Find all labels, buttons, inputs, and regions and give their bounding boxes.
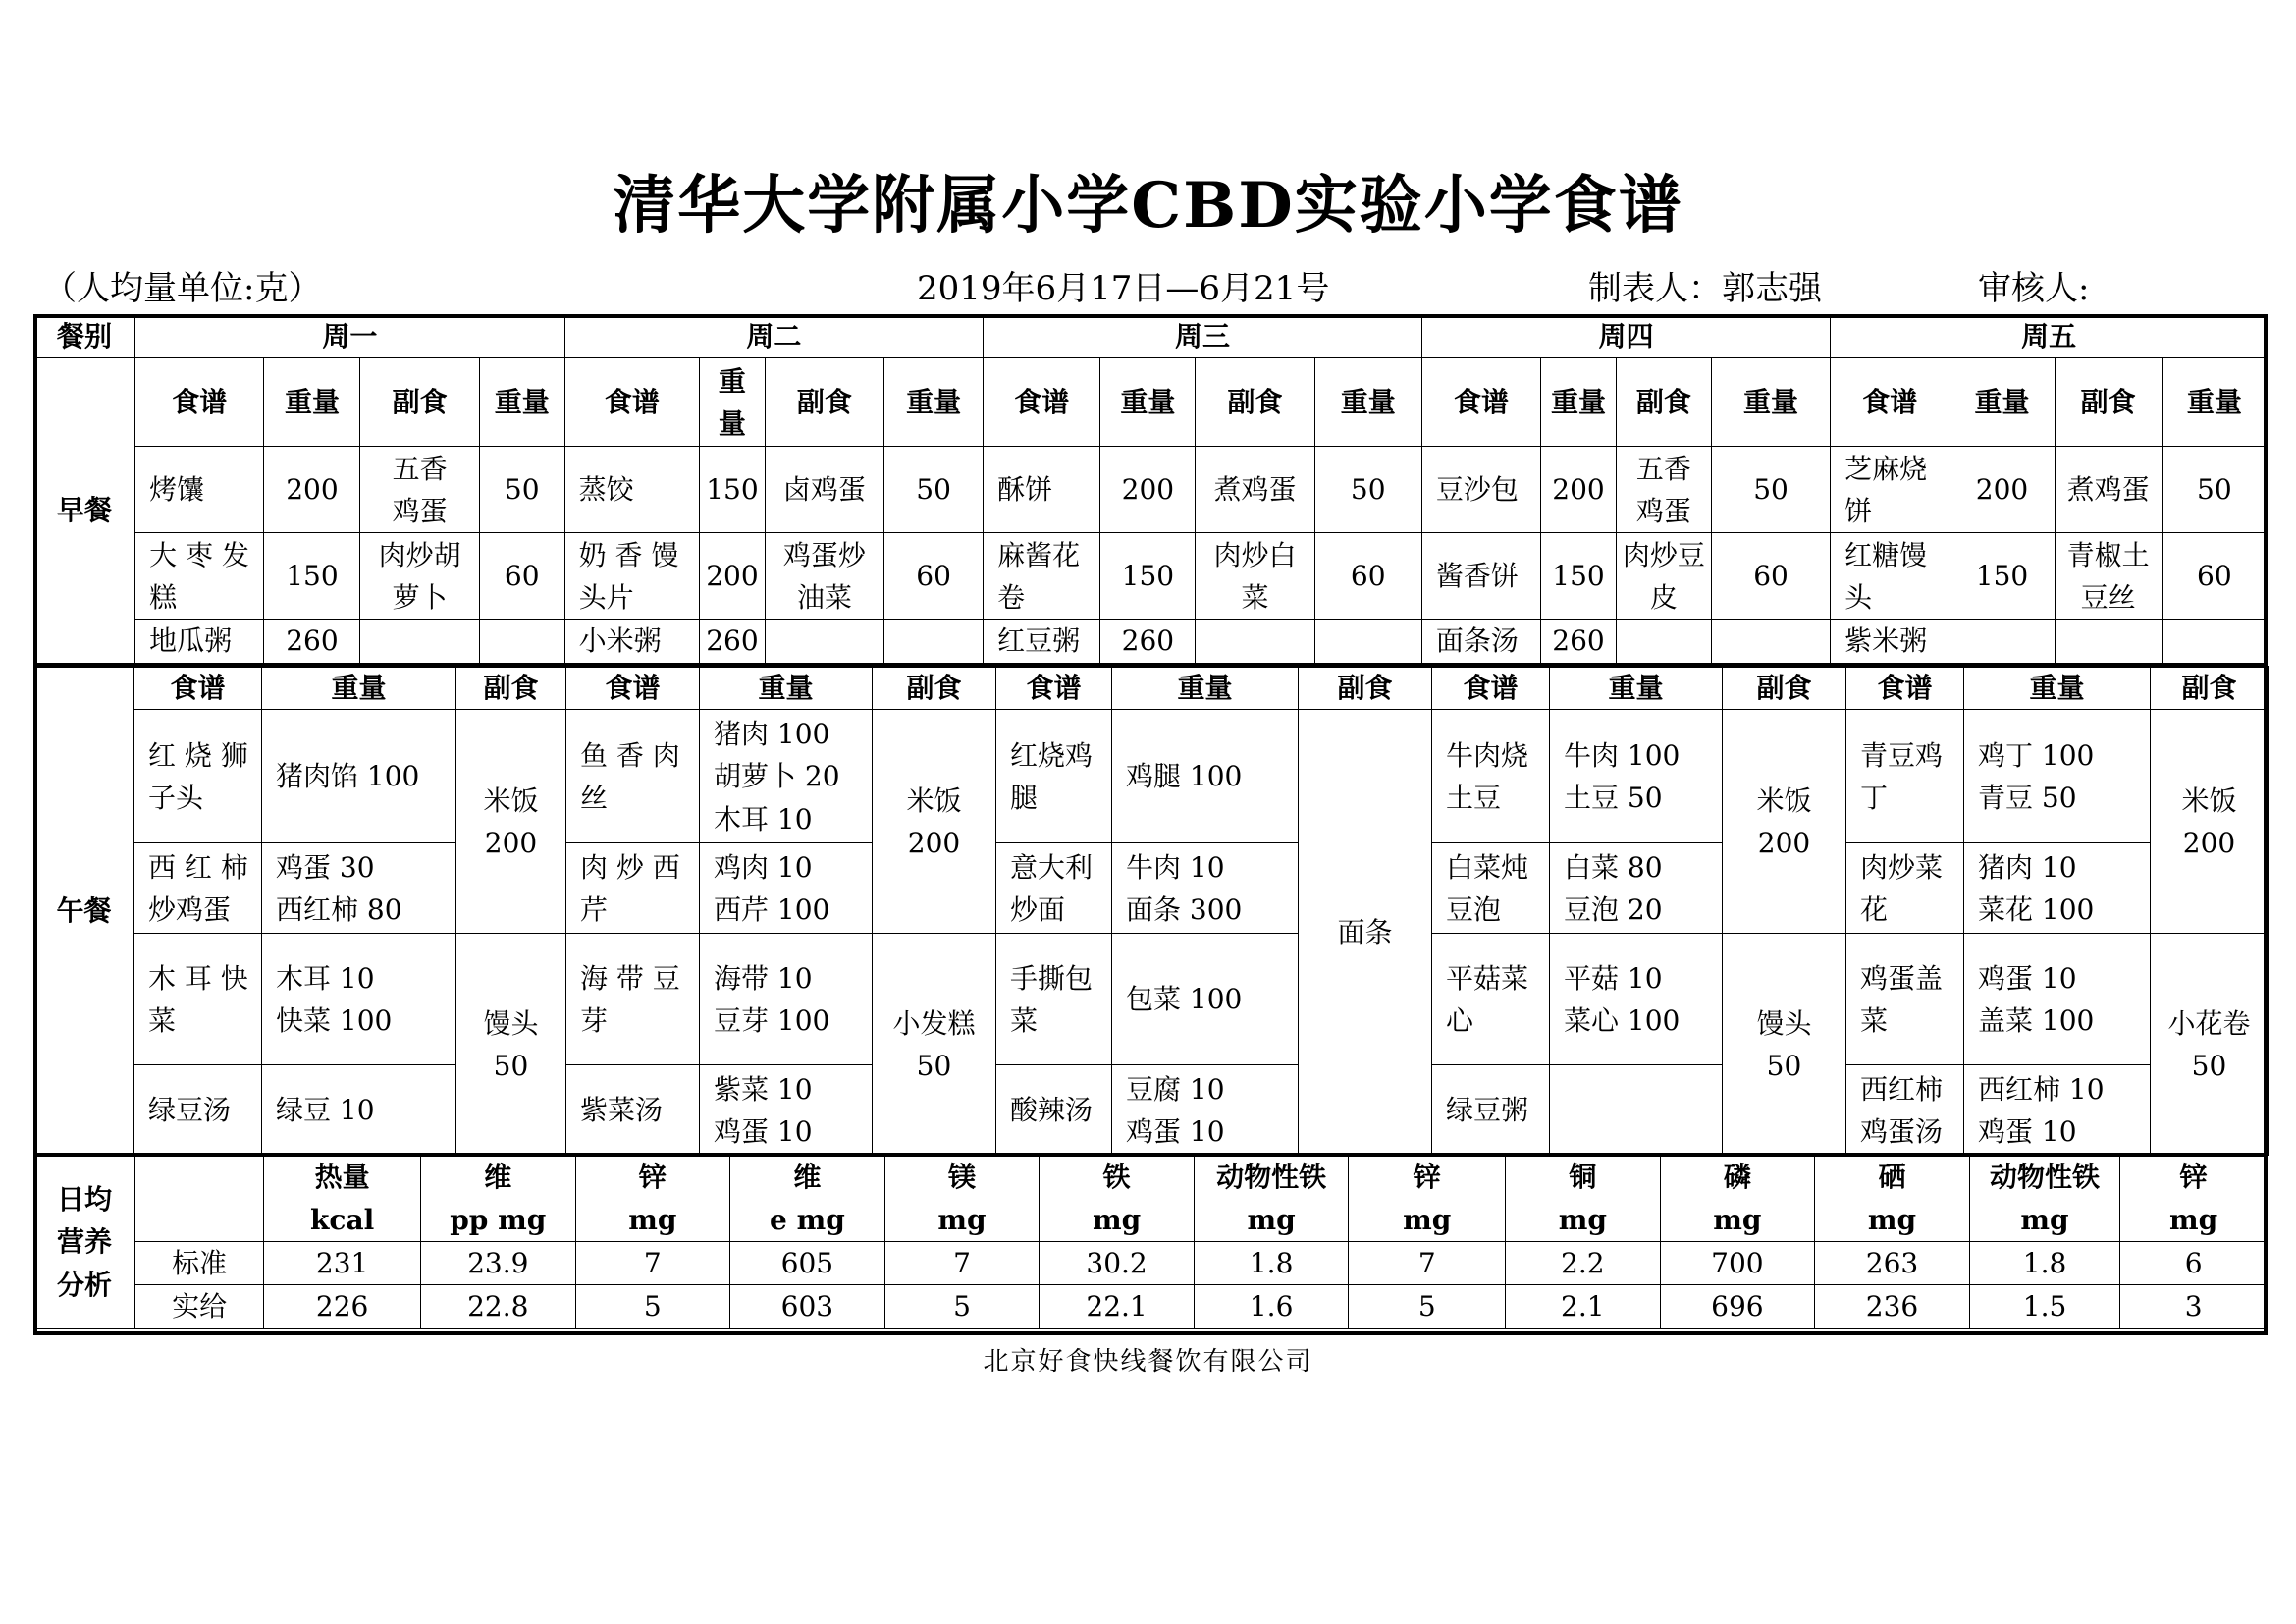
- lunch-ingredients: 白菜 80 豆泡 20: [1550, 843, 1723, 934]
- nutrient-value: 2.2: [1506, 1242, 1661, 1285]
- breakfast-col-header: 副食: [1196, 358, 1314, 447]
- nutrition-corner: [135, 1156, 264, 1242]
- nutrient-value: 3: [2120, 1285, 2268, 1328]
- lunch-staple: 小发糕 50: [873, 934, 996, 1156]
- nutrition-row-label: 标准: [135, 1242, 264, 1285]
- nutrient-value: 2.1: [1506, 1285, 1661, 1328]
- day-header-1: 周一: [135, 315, 565, 358]
- nutrient-header: 维 e mg: [730, 1156, 885, 1242]
- breakfast-side: 五香 鸡蛋: [360, 447, 479, 533]
- nutrient-header: 热量 kcal: [264, 1156, 421, 1242]
- nutrient-header: 锌 mg: [1349, 1156, 1506, 1242]
- lunch-ingredients: 木耳 10 快菜 100: [262, 934, 456, 1065]
- breakfast-side: 青椒土 豆丝: [2055, 533, 2162, 620]
- lunch-dish: 白菜炖 豆泡: [1432, 843, 1550, 934]
- lunch-col-header: 重量: [700, 667, 873, 710]
- breakfast-dish: 芝麻烧 饼: [1831, 447, 1949, 533]
- breakfast-side-weight: 50: [884, 447, 984, 533]
- nutrient-value: 603: [730, 1285, 885, 1328]
- breakfast-side: 煮鸡蛋: [1196, 447, 1314, 533]
- breakfast-col-header: 副食: [360, 358, 479, 447]
- nutrient-value: 605: [730, 1242, 885, 1285]
- nutrient-header: 镁 mg: [884, 1156, 1040, 1242]
- lunch-ingredients: 牛肉 100 土豆 50: [1550, 710, 1723, 843]
- lunch-dish: 酸辣汤: [996, 1065, 1112, 1156]
- lunch-dish: 西 红 柿 炒鸡蛋: [134, 843, 262, 934]
- nutrient-value: 1.5: [1969, 1285, 2120, 1328]
- lunch-dish: 牛肉烧 土豆: [1432, 710, 1550, 843]
- lunch-ingredients: 猪肉 100 胡萝卜 20 木耳 10: [700, 710, 873, 843]
- breakfast-dish: 红糖馒 头: [1831, 533, 1949, 620]
- breakfast-side-weight: 50: [479, 447, 564, 533]
- breakfast-side-weight: [1711, 620, 1830, 663]
- nutrient-value: 231: [264, 1242, 421, 1285]
- breakfast-weight: 260: [1541, 620, 1617, 663]
- breakfast-weight: 200: [1541, 447, 1617, 533]
- nutrition-row-label: 实给: [135, 1285, 264, 1328]
- breakfast-side-weight: [2162, 620, 2267, 663]
- lunch-staple: 面条: [1299, 710, 1432, 1156]
- nutrient-value: 226: [264, 1285, 421, 1328]
- breakfast-label: 早餐: [34, 358, 135, 663]
- lunch-staple: 小花卷 50: [2151, 934, 2269, 1156]
- lunch-dish: 平菇菜 心: [1432, 934, 1550, 1065]
- nutrient-header: 铁 mg: [1040, 1156, 1195, 1242]
- page-title: 清华大学附属小学CBD实验小学食谱: [613, 169, 1683, 243]
- lunch-ingredients: 鸡腿 100: [1112, 710, 1299, 843]
- lunch-dish: 紫菜汤: [566, 1065, 700, 1156]
- nutrient-header: 磷 mg: [1660, 1156, 1815, 1242]
- breakfast-dish: 大 枣 发 糕: [135, 533, 264, 620]
- breakfast-weight: 200: [700, 533, 766, 620]
- breakfast-weight: 200: [1949, 447, 2055, 533]
- lunch-ingredients: 平菇 10 菜心 100: [1550, 934, 1723, 1065]
- breakfast-side: [765, 620, 883, 663]
- lunch-ingredients: 鸡肉 10 西芹 100: [700, 843, 873, 934]
- breakfast-col-header: 重量: [479, 358, 564, 447]
- breakfast-col-header: 副食: [1616, 358, 1711, 447]
- breakfast-col-header: 食谱: [564, 358, 699, 447]
- breakfast-side: [1196, 620, 1314, 663]
- lunch-staple: 米饭 200: [873, 710, 996, 934]
- breakfast-dish: 麻酱花 卷: [984, 533, 1100, 620]
- lunch-dish: 海 带 豆 芽: [566, 934, 700, 1065]
- lunch-ingredients: 鸡蛋 30 西红柿 80: [262, 843, 456, 934]
- nutrient-value: 696: [1660, 1285, 1815, 1328]
- lunch-ingredients: 海带 10 豆芽 100: [700, 934, 873, 1065]
- nutrition-table: [33, 1155, 2268, 1329]
- breakfast-weight: 150: [700, 447, 766, 533]
- nutrient-value: 236: [1815, 1285, 1970, 1328]
- lunch-col-header: 副食: [2151, 667, 2269, 710]
- breakfast-table: [33, 314, 2268, 664]
- unit-note: （人均量单位:克）: [43, 269, 322, 308]
- nutrient-value: 22.8: [420, 1285, 575, 1328]
- breakfast-weight: 260: [700, 620, 766, 663]
- breakfast-side: 五香 鸡蛋: [1616, 447, 1711, 533]
- nutrition-label: 日均 营养 分析: [34, 1156, 135, 1329]
- breakfast-side: 肉炒白 菜: [1196, 533, 1314, 620]
- nutrient-header: 维 pp mg: [420, 1156, 575, 1242]
- nutrient-header: 锌 mg: [575, 1156, 730, 1242]
- nutrient-header: 铜 mg: [1506, 1156, 1661, 1242]
- lunch-col-header: 食谱: [996, 667, 1112, 710]
- breakfast-col-header: 食谱: [984, 358, 1100, 447]
- lunch-col-header: 食谱: [1432, 667, 1550, 710]
- lunch-dish: 鱼 香 肉 丝: [566, 710, 700, 843]
- divider: [33, 1153, 2268, 1157]
- breakfast-weight: 150: [1949, 533, 2055, 620]
- breakfast-side: 肉炒豆 皮: [1616, 533, 1711, 620]
- nutrient-value: 1.8: [1969, 1242, 2120, 1285]
- lunch-ingredients: 牛肉 10 面条 300: [1112, 843, 1299, 934]
- breakfast-side: 煮鸡蛋: [2055, 447, 2162, 533]
- breakfast-side: [1616, 620, 1711, 663]
- breakfast-col-header: 重量: [1541, 358, 1617, 447]
- lunch-staple: 米饭 200: [1723, 710, 1846, 934]
- lunch-dish: 肉炒菜 花: [1846, 843, 1964, 934]
- nutrient-value: 263: [1815, 1242, 1970, 1285]
- breakfast-side-weight: 60: [2162, 533, 2267, 620]
- breakfast-dish: 面条汤: [1421, 620, 1540, 663]
- breakfast-dish: 酱香饼: [1421, 533, 1540, 620]
- breakfast-side-weight: [1314, 620, 1421, 663]
- breakfast-weight: 200: [264, 447, 360, 533]
- breakfast-side-weight: 60: [1711, 533, 1830, 620]
- lunch-dish: 红烧鸡 腿: [996, 710, 1112, 843]
- breakfast-weight: 150: [264, 533, 360, 620]
- nutrient-value: 23.9: [420, 1242, 575, 1285]
- breakfast-col-header: 食谱: [1421, 358, 1540, 447]
- lunch-ingredients: [1550, 1065, 1723, 1156]
- auditor: 审核人:: [1978, 269, 2090, 308]
- lunch-col-header: 食谱: [134, 667, 262, 710]
- breakfast-col-header: 副食: [765, 358, 883, 447]
- lunch-ingredients: 绿豆 10: [262, 1065, 456, 1156]
- lunch-ingredients: 猪肉 10 菜花 100: [1964, 843, 2151, 934]
- lunch-dish: 青豆鸡 丁: [1846, 710, 1964, 843]
- breakfast-dish: 紫米粥: [1831, 620, 1949, 663]
- breakfast-dish: 酥饼: [984, 447, 1100, 533]
- breakfast-col-header: 副食: [2055, 358, 2162, 447]
- lunch-col-header: 重量: [1550, 667, 1723, 710]
- breakfast-col-header: 重量: [884, 358, 984, 447]
- nutrient-value: 1.8: [1194, 1242, 1349, 1285]
- breakfast-dish: 蒸饺: [564, 447, 699, 533]
- lunch-col-header: 副食: [1723, 667, 1846, 710]
- table-maker: 制表人：郭志强: [1588, 269, 1822, 308]
- lunch-dish: 鸡蛋盖 菜: [1846, 934, 1964, 1065]
- lunch-ingredients: 西红柿 10 鸡蛋 10: [1964, 1065, 2151, 1156]
- breakfast-col-header: 重 量: [700, 358, 766, 447]
- breakfast-side-weight: 60: [1314, 533, 1421, 620]
- nutrient-value: 6: [2120, 1242, 2268, 1285]
- breakfast-side-weight: 50: [1711, 447, 1830, 533]
- breakfast-side: 鸡蛋炒 油菜: [765, 533, 883, 620]
- lunch-ingredients: 紫菜 10 鸡蛋 10: [700, 1065, 873, 1156]
- breakfast-col-header: 重量: [1100, 358, 1196, 447]
- breakfast-side-weight: 50: [2162, 447, 2267, 533]
- lunch-ingredients: 包菜 100: [1112, 934, 1299, 1065]
- breakfast-col-header: 重量: [2162, 358, 2267, 447]
- lunch-staple: 米饭 200: [456, 710, 566, 934]
- lunch-dish: 绿豆汤: [134, 1065, 262, 1156]
- nutrient-header: 硒 mg: [1815, 1156, 1970, 1242]
- nutrient-header: 动物性铁 mg: [1194, 1156, 1349, 1242]
- breakfast-col-header: 食谱: [135, 358, 264, 447]
- lunch-col-header: 重量: [1964, 667, 2151, 710]
- breakfast-side-weight: 50: [1314, 447, 1421, 533]
- lunch-ingredients: 豆腐 10 鸡蛋 10: [1112, 1065, 1299, 1156]
- breakfast-col-header: 重量: [1711, 358, 1830, 447]
- breakfast-col-header: 重量: [1949, 358, 2055, 447]
- breakfast-dish: 地瓜粥: [135, 620, 264, 663]
- nutrient-header: 锌 mg: [2120, 1156, 2268, 1242]
- day-header-2: 周二: [564, 315, 983, 358]
- lunch-staple: 米饭 200: [2151, 710, 2269, 934]
- breakfast-side: 肉炒胡 萝卜: [360, 533, 479, 620]
- nutrient-value: 7: [1349, 1242, 1506, 1285]
- lunch-dish: 意大利 炒面: [996, 843, 1112, 934]
- meal-type-header: 餐别: [34, 315, 135, 358]
- breakfast-side-weight: 60: [479, 533, 564, 620]
- breakfast-side-weight: [884, 620, 984, 663]
- breakfast-side: 卤鸡蛋: [765, 447, 883, 533]
- breakfast-dish: 烤馕: [135, 447, 264, 533]
- breakfast-side-weight: 60: [884, 533, 984, 620]
- nutrient-value: 22.1: [1040, 1285, 1195, 1328]
- breakfast-col-header: 重量: [264, 358, 360, 447]
- lunch-dish: 木 耳 快 菜: [134, 934, 262, 1065]
- breakfast-weight: 150: [1100, 533, 1196, 620]
- lunch-staple: 馒头 50: [456, 934, 566, 1156]
- lunch-dish: 西红柿 鸡蛋汤: [1846, 1065, 1964, 1156]
- breakfast-side: [360, 620, 479, 663]
- nutrient-value: 1.6: [1194, 1285, 1349, 1328]
- lunch-ingredients: 鸡蛋 10 盖菜 100: [1964, 934, 2151, 1065]
- nutrient-header: 动物性铁 mg: [1969, 1156, 2120, 1242]
- lunch-staple: 馒头 50: [1723, 934, 1846, 1156]
- lunch-col-header: 副食: [873, 667, 996, 710]
- lunch-dish: 手撕包 菜: [996, 934, 1112, 1065]
- breakfast-col-header: 重量: [1314, 358, 1421, 447]
- nutrient-value: 30.2: [1040, 1242, 1195, 1285]
- lunch-col-header: 重量: [262, 667, 456, 710]
- day-header-4: 周四: [1421, 315, 1830, 358]
- breakfast-weight: 260: [1100, 620, 1196, 663]
- nutrient-value: 5: [1349, 1285, 1506, 1328]
- lunch-label: 午餐: [34, 667, 134, 1156]
- breakfast-dish: 红豆粥: [984, 620, 1100, 663]
- lunch-col-header: 食谱: [566, 667, 700, 710]
- breakfast-dish: 奶 香 馒 头片: [564, 533, 699, 620]
- breakfast-weight: 150: [1541, 533, 1617, 620]
- breakfast-weight: 200: [1100, 447, 1196, 533]
- date-range: 2019年6月17日—6月21号: [917, 269, 1330, 308]
- divider: [33, 664, 2268, 668]
- company-footer: 北京好食快线餐饮有限公司: [983, 1347, 1313, 1377]
- day-header-5: 周五: [1831, 315, 2268, 358]
- breakfast-weight: 260: [264, 620, 360, 663]
- breakfast-col-header: 食谱: [1831, 358, 1949, 447]
- lunch-dish: 绿豆粥: [1432, 1065, 1550, 1156]
- lunch-table: [33, 666, 2269, 1156]
- breakfast-weight: [1949, 620, 2055, 663]
- breakfast-side: [2055, 620, 2162, 663]
- breakfast-dish: 小米粥: [564, 620, 699, 663]
- nutrient-value: 7: [884, 1242, 1040, 1285]
- nutrient-value: 7: [575, 1242, 730, 1285]
- lunch-dish: 红 烧 狮 子头: [134, 710, 262, 843]
- lunch-col-header: 重量: [1112, 667, 1299, 710]
- lunch-col-header: 副食: [1299, 667, 1432, 710]
- breakfast-side-weight: [479, 620, 564, 663]
- lunch-ingredients: 猪肉馅 100: [262, 710, 456, 843]
- lunch-ingredients: 鸡丁 100 青豆 50: [1964, 710, 2151, 843]
- day-header-3: 周三: [984, 315, 1422, 358]
- lunch-dish: 肉 炒 西 芹: [566, 843, 700, 934]
- lunch-col-header: 食谱: [1846, 667, 1964, 710]
- nutrient-value: 5: [884, 1285, 1040, 1328]
- nutrient-value: 700: [1660, 1242, 1815, 1285]
- nutrient-value: 5: [575, 1285, 730, 1328]
- breakfast-dish: 豆沙包: [1421, 447, 1540, 533]
- lunch-col-header: 副食: [456, 667, 566, 710]
